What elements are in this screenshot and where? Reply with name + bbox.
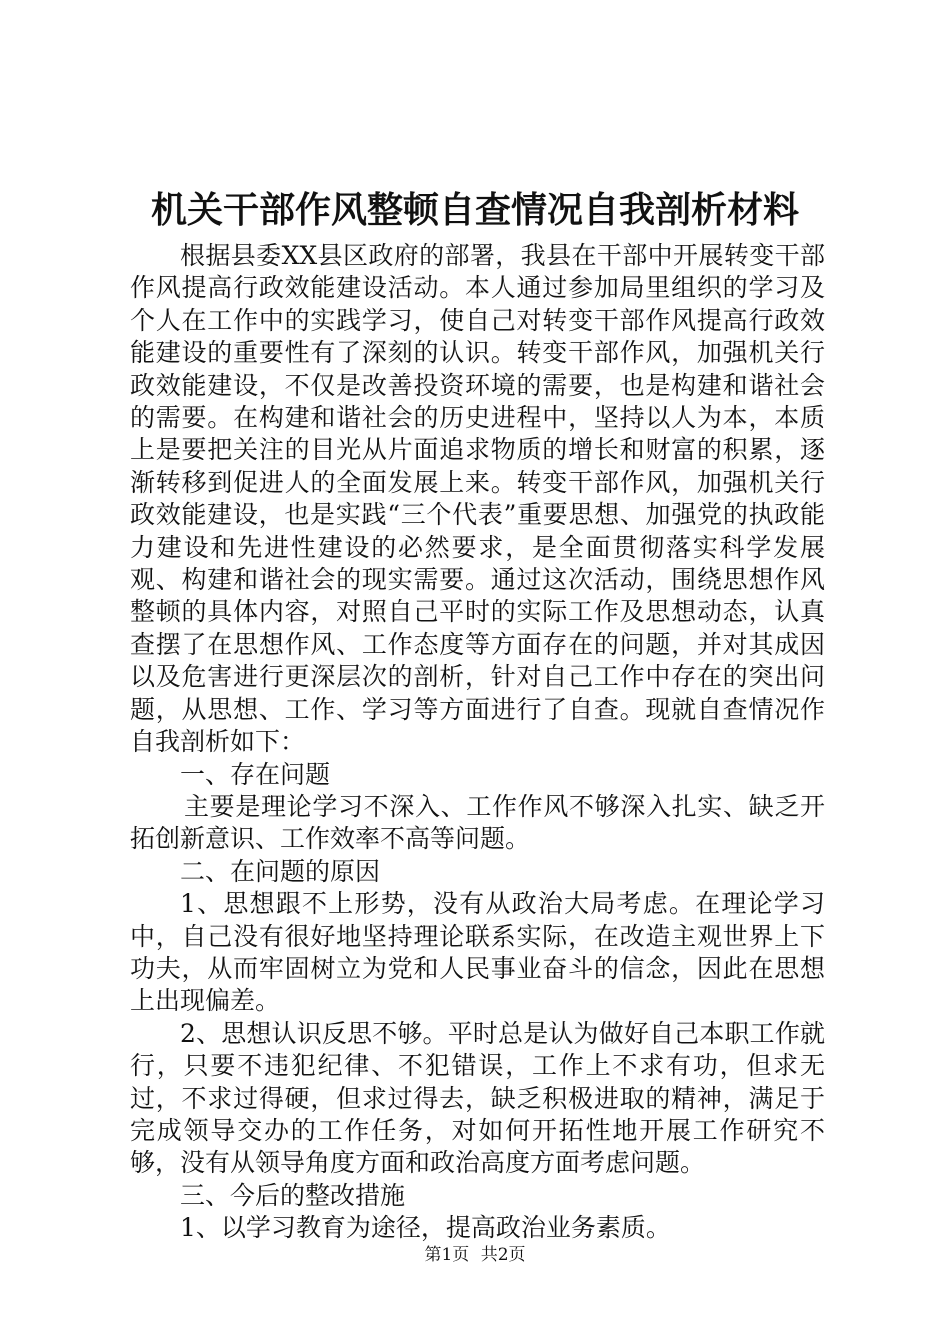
- document-title: 机关干部作风整顿自查情况自我剖析材料: [150, 189, 799, 231]
- problems-paragraph: 主要是理论学习不深入、工作作风不够深入扎实、缺乏开拓创新意识、工作效率不高等问题。: [130, 791, 825, 854]
- section-heading-problems: 一、存在问题: [180, 759, 331, 789]
- page-total: 共2页: [480, 1245, 526, 1265]
- document-body: [130, 240, 825, 1245]
- measure-1-paragraph: 1、以学习教育为途径，提高政治业务素质。: [180, 1213, 671, 1243]
- cause-2-paragraph: 2、思想认识反思不够。平时总是认为做好自己本职工作就行，只要不违犯纪律、不犯错误，工作上不求有功，但求无过，不求过得硬，但求过得去，缺乏积极进取的精神，满足于完成领导交办的工作任务，对如何开拓性地开展工作研究不够，没有从领导角度方面和政治高度方面考虑问题。: [130, 1018, 825, 1178]
- page-footer: [0, 1244, 950, 1266]
- page-number: 第1页: [424, 1245, 470, 1265]
- section-heading-measures: 三、今后的整改措施: [180, 1180, 406, 1210]
- cause-1-paragraph: 1、思想跟不上形势，没有从政治大局考虑。在理论学习中，自己没有很好地坚持理论联系实际，在改造主观世界上下功夫，从而牢固树立为党和人民事业奋斗的信念，因此在思想上出现偏差。: [130, 889, 825, 1016]
- intro-paragraph: 根据县委XX县区政府的部署，我县在干部中开展转变干部作风提高行政效能建设活动。本人通过参加局里组织的学习及个人在工作中的实践学习，使自己对转变干部作风提高行政效能建设的重要性有了深刻的认识。转变干部作风，加强机关行政效能建设，不仅是改善投资环境的需要，也是构建和谐社会的需要。在构建和谐社会的历史进程中，坚持以人为本，本质上是要把关注的目光从片面追求物质的增长和财富的积累，逐渐转移到促进人的全面发展上来。转变干部作风，加强机关行政效能建设，也是实践“三个代表”重要思想、加强党的执政能力建设和先进性建设的必然要求，是全面贯彻落实科学发展观、构建和谐社会的现实需要。通过这次活动，围绕思想作风整顿的具体内容，对照自己平时的实际工作及思想动态，认真查摆了在思想作风、工作态度等方面存在的问题，并对其成因以及危害进行更深层次的剖析，针对自己工作中存在的突出问题，从思想、工作、学习等方面进行了自查。现就自查情况作自我剖析如下：: [130, 241, 825, 757]
- section-heading-causes: 二、在问题的原因: [180, 856, 381, 886]
